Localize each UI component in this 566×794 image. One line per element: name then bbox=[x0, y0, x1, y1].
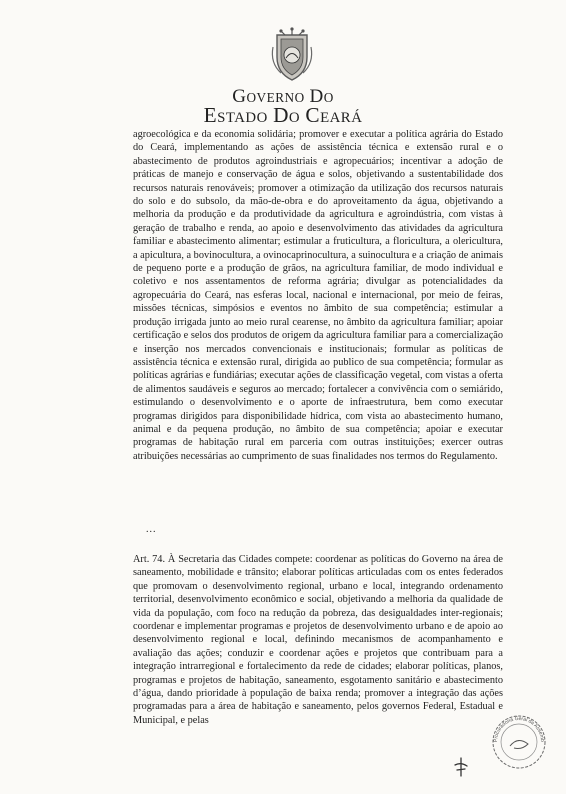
omission-ellipsis: ... bbox=[146, 524, 157, 535]
official-stamp-icon bbox=[488, 710, 550, 770]
state-coat-of-arms-icon bbox=[267, 27, 317, 83]
government-title-line2 bbox=[0, 103, 566, 128]
paragraph-agriculture: agroecológica e da economia solidária; promover e executar a política agrária do Estado do Ceará, implementando as ações de assistência técnica e extensão rural e o abastecimento de produtos agroindustriais e agropecuários; incentivar a adoção de práticas de manejo e conservação de água e solos, objetivando a sustentabilidade dos recursos naturais renováveis; promover a otimização da utilização dos recursos naturais do solo e do subsolo, da mão-de-obra e do aproveitamento da água, objetivando a melhoria da produção e da produtividade da agricultura e agroindústria, com vistas à geração de trabalho e renda, ao apoio e desenvolvimento das atividades da agricultura familiar e abastecimento alimentar; estimular a fruticultura, a floricultura, a olericultura, a apicultura, a bovinocultura, a ovinocaprinocultura, a suinocultura e a criação de animais de pequeno porte e a produção de grãos, na agricultura familiar, de modo individual e coletivo e nos assentamentos de reforma agrária; divulgar as potencialidades da agropecuária do Ceará, nas esferas local, nacional e internacional, por meio de feiras, missões técnicas, simpósios e eventos no âmbito de sua competência; estimular a produção irrigada junto ao meio rural cearense, no âmbito da agricultura familiar; apoiar certificação e selos dos produtos de origem da agricultura familiar para a comercialização e inserção nos mercados convencionais e institucionais; formular as políticas de assistência técnica e extensão rural, dirigida ao publico de sua competência; formular as políticas agrárias e fundiárias; executar ações de classificação vegetal, com vistas a oferta de alimentos saudáveis e seguros ao mercado; fortalecer a convivência com o semiárido, estimulando o desenvolvimento e o aporte de infraestrutura, bem como executar programas dirigidos para disponibilidade hídrica, com vista ao abastecimento humano, animal e da pequena produção, no âmbito de sua competência; apoiar e executar programas de habitação rural em parceria com outras instituições; exercer outras atribuições necessárias ao cumprimento de suas finalidades nos termos do Regulamento. bbox=[133, 129, 503, 462]
header-line2: ESTADO DO CEARÁ bbox=[203, 103, 363, 127]
paragraph-article-74: Art. 74. À Secretaria das Cidades compete: coordenar as políticas do Governo na área de saneamento, mobilidade e trânsito; elaborar políticas articuladas com os entes federados que promovam o desenvolvimento regional, urbano e local, integrando ordenamento territorial, desenvolvimento econômico e social, objetivando a melhoria da qualidade de vida da população, com foco na redução da pobreza, das desigualdades inter-regionais; coordenar e implementar programas e projetos de desenvolvimento urbano e de apoio ao desenvolvimento regional e local, definindo mecanismos de acompanhamento e avaliação das ações; conduzir e coordenar ações e projetos que contribuam para a integração intrarregional e fortalecimento da rede de cidades; elaborar políticas, planos, programas e projetos de habitação, saneamento, esgotamento sanitário e abastecimento d’água, dando prioridade à população de baixa renda; promover a integração das ações programadas para a área de habitação e saneamento, pelos governos Federal, Estadual e Municipal, e pelas bbox=[133, 554, 503, 726]
header-line1: GOVERNO DO bbox=[232, 86, 334, 107]
stamp-text: Procuradoria Geral da Assemb bbox=[492, 715, 546, 743]
handwritten-initial-icon bbox=[452, 756, 470, 778]
